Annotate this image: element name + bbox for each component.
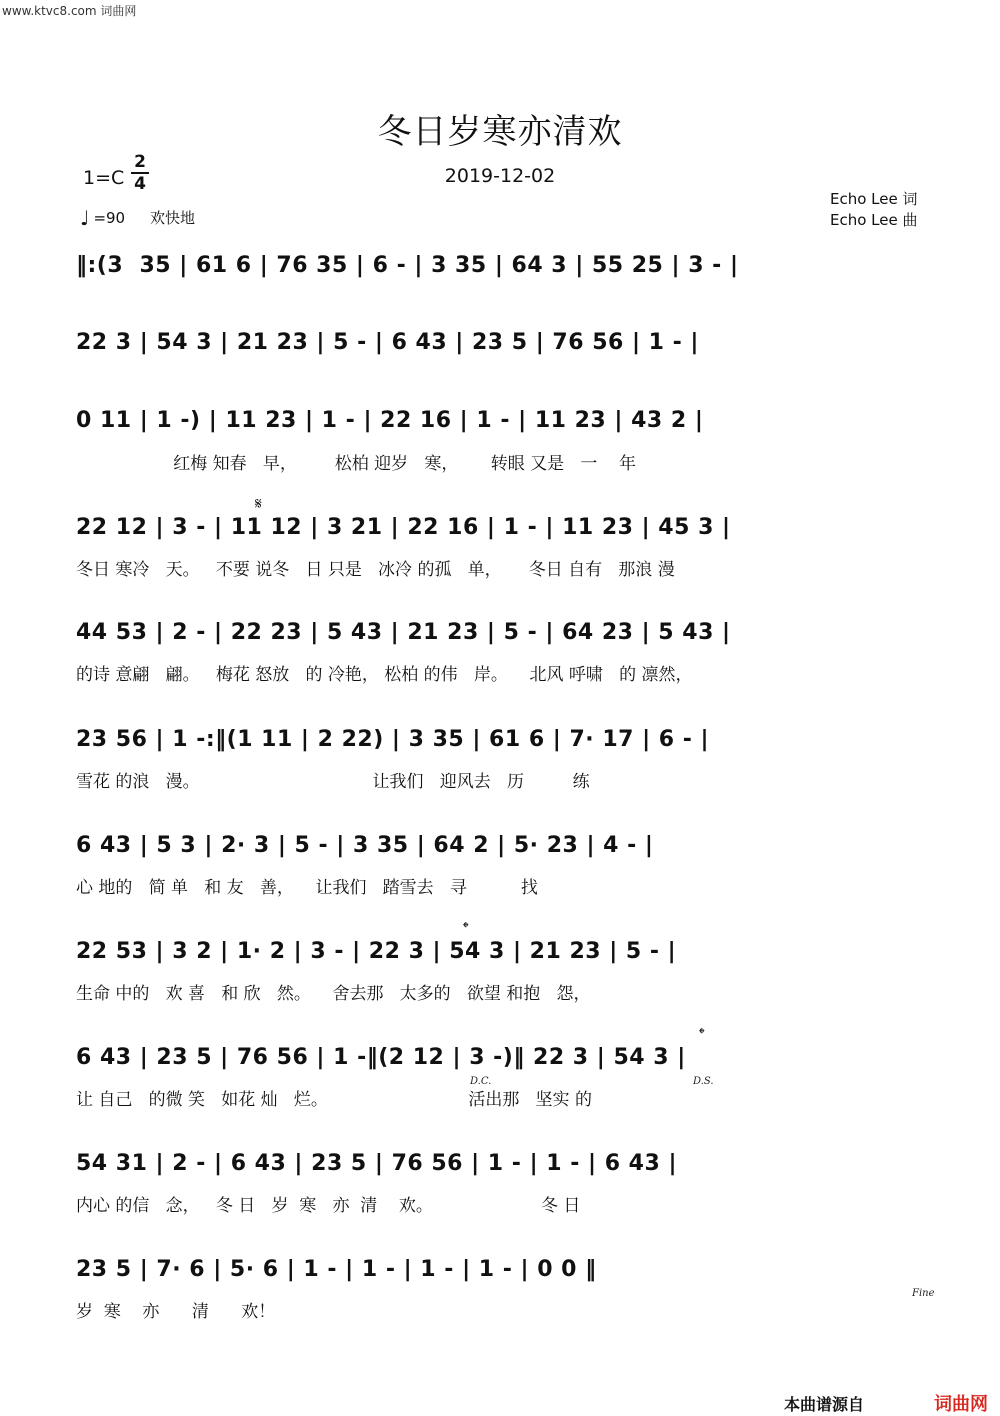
lyrics-line-10: 内心 的信 念， 冬 日 岁 寒 亦 清 欢。 冬 日 [76, 1196, 581, 1216]
lyrics-line-9: 让 自己 的微 笑 如花 灿 烂。 活出那 坚实 的 [76, 1090, 592, 1110]
composer-credit: Echo Lee 曲 [830, 211, 918, 229]
time-signature-top: 2 [134, 152, 146, 172]
notation-line-5: 44 53 | 2 - | 22 23 | 5 43 | 21 23 | 5 - | 64 23 | 5 43 | [76, 620, 731, 645]
notation-line-7: 6 43 | 5 3 | 2· 3 | 5 - | 3 35 | 64 2 | 5· 23 | 4 - | [76, 833, 654, 858]
fine-mark: Fine [912, 1288, 935, 1299]
lyrics-line-6: 雪花 的浪 漫。 让我们 迎风去 历 练 [76, 772, 590, 792]
lyrics-line-4: 冬日 寒冷 天。 不要 说冬 日 只是 冰冷 的孤 单， 冬日 自有 那浪 漫 [76, 560, 675, 580]
quarter-note-icon: ♩ [80, 206, 90, 230]
lyrics-line-8: 生命 中的 欢 喜 和 欣 然。 舍去那 太多的 欲望 和抱 怨， [76, 984, 591, 1004]
footer-source-text: 本曲谱源自 [784, 1395, 865, 1414]
notation-line-8: 22 53 | 3 2 | 1· 2 | 3 - | 22 3 | 54 3 | 21 23 | 5 - | [76, 939, 677, 964]
dc-mark: D.C. [470, 1076, 492, 1087]
time-signature-bottom: 4 [134, 174, 146, 194]
song-title: 冬日岁寒亦清欢 [377, 112, 623, 152]
tempo-marking: 欢快地 [150, 209, 196, 227]
coda-icon: 𝄌 [463, 918, 469, 937]
tempo-value: =90 [93, 209, 126, 227]
notation-line-11: 23 5 | 7· 6 | 5· 6 | 1 - | 1 - | 1 - | 1 - | 0 0 ‖ [76, 1257, 597, 1282]
song-date: 2019-12-02 [444, 165, 556, 187]
lyrics-line-11: 岁 寒 亦 清 欢！ [76, 1302, 276, 1322]
footer-site-logo[interactable]: 词曲网 [934, 1394, 988, 1415]
coda-icon-2: 𝄌 [699, 1024, 705, 1043]
notation-line-6: 23 56 | 1 -:‖(1 11 | 2 22) | 3 35 | 61 6 | 7· 17 | 6 - | [76, 727, 710, 752]
notation-line-9: 6 43 | 23 5 | 76 56 | 1 -‖(2 12 | 3 -)‖ 22 3 | 54 3 | [76, 1045, 686, 1070]
notation-line-10: 54 31 | 2 - | 6 43 | 23 5 | 76 56 | 1 - | 1 - | 6 43 | [76, 1151, 677, 1176]
segno-icon: 𝄋 [255, 494, 262, 513]
notation-line-1: ‖:(3 35 | 61 6 | 76 35 | 6 - | 3 35 | 64 3 | 55 25 | 3 - | [76, 253, 739, 278]
notation-line-4: 22 12 | 3 - | 11 12 | 3 21 | 22 16 | 1 - | 11 23 | 45 3 | [76, 515, 731, 540]
time-signature [131, 153, 149, 193]
lyrics-line-3: 红梅 知春 早， 松柏 迎岁 寒， 转眼 又是 一 年 [76, 454, 636, 474]
notation-line-3: 0 11 | 1 -) | 11 23 | 1 - | 22 16 | 1 - | 11 23 | 43 2 | [76, 408, 704, 433]
lyrics-line-7: 心 地的 简 单 和 友 善， 让我们 踏雪去 寻 找 [76, 878, 538, 898]
ds-mark: D.S. [693, 1076, 714, 1087]
tempo [80, 206, 125, 230]
notation-line-2: 22 3 | 54 3 | 21 23 | 5 - | 6 43 | 23 5 | 76 56 | 1 - | [76, 330, 699, 355]
lyrics-line-5: 的诗 意翩 翩。 梅花 怒放 的 冷艳， 松柏 的伟 岸。 北风 呼啸 的 凛然， [76, 665, 693, 685]
lyricist-credit: Echo Lee 词 [830, 190, 918, 208]
site-header-text: www.ktvc8.com 词曲网 [2, 4, 137, 18]
key-signature: 1=C [83, 167, 125, 189]
